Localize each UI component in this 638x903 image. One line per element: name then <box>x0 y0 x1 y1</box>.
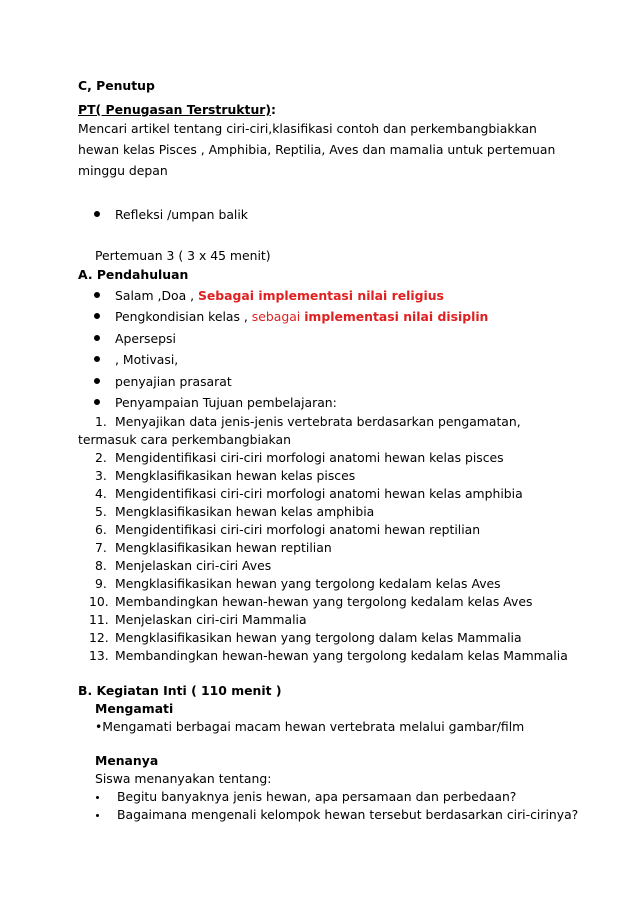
list-number: 8. <box>95 558 107 573</box>
pt-heading <box>78 101 276 118</box>
list-item: Membandingkan hewan-hewan yang tergolong kedalam kelas Mammalia <box>115 648 568 663</box>
list-item: Mengklasifikasikan hewan yang tergolong kedalam kelas Aves <box>115 576 501 591</box>
list-number: 3. <box>95 468 107 483</box>
pengkondisian-emphasis: implementasi nilai disiplin <box>304 309 489 324</box>
section-heading-penutup: C, Penutup <box>78 78 155 93</box>
bullet-icon <box>94 356 100 362</box>
pt-line-1: Mencari artikel tentang ciri-ciri,klasifikasi contoh dan perkembangbiakkan <box>78 121 537 136</box>
section-heading-pendahuluan: A. Pendahuluan <box>78 267 189 282</box>
pt-colon: : <box>271 102 277 117</box>
list-item: Menjelaskan ciri-ciri Aves <box>115 558 272 573</box>
section-heading-kegiatan-inti: B. Kegiatan Inti ( 110 menit ) <box>78 683 282 698</box>
list-number: 13. <box>89 648 109 663</box>
list-item: Mengklasifikasikan hewan yang tergolong dalam kelas Mammalia <box>115 630 522 645</box>
refleksi-item: Refleksi /umpan balik <box>115 207 248 222</box>
mengamati-title: Mengamati <box>95 701 174 716</box>
item-tujuan: Penyampaian Tujuan pembelajaran: <box>115 395 337 410</box>
list-item: Mengidentifikasi ciri-ciri morfologi anatomi hewan reptilian <box>115 522 481 537</box>
list-number: 7. <box>95 540 107 555</box>
bullet-icon <box>94 378 100 384</box>
mengamati-text: •Mengamati berbagai macam hewan vertebrata melalui gambar/film <box>95 719 525 734</box>
salam-text: Salam ,Doa , <box>115 288 198 303</box>
item-salam <box>115 287 444 304</box>
list-number: 4. <box>95 486 107 501</box>
item-pengkondisian <box>115 308 488 325</box>
menanya-intro: Siswa menanyakan tentang: <box>95 771 272 786</box>
pt-line-3: minggu depan <box>78 163 168 178</box>
bullet-icon <box>94 292 100 298</box>
item-apersepsi: Apersepsi <box>115 331 176 346</box>
pt-line-2: hewan kelas Pisces , Amphibia, Reptilia, Aves dan mamalia untuk pertemuan <box>78 142 556 157</box>
pengkondisian-text: Pengkondisian kelas , <box>115 309 252 324</box>
bullet-icon <box>94 313 100 319</box>
list-number: 10. <box>89 594 109 609</box>
list-item: Mengklasifikasikan hewan kelas pisces <box>115 468 356 483</box>
list-number: 12. <box>89 630 109 645</box>
list-item: Membandingkan hewan-hewan yang tergolong kedalam kelas Aves <box>115 594 533 609</box>
list-number: 6. <box>95 522 107 537</box>
bullet-icon <box>94 335 100 341</box>
list-item: Mengklasifikasikan hewan kelas amphibia <box>115 504 375 519</box>
bullet-icon <box>96 796 99 799</box>
pt-title: PT( Penugasan Terstruktur) <box>78 102 272 117</box>
list-number: 1. <box>95 414 107 429</box>
list-number: 5. <box>95 504 107 519</box>
pengkondisian-red-text: sebagai <box>251 309 305 324</box>
menanya-item: Begitu banyaknya jenis hewan, apa persamaan dan perbedaan? <box>117 789 517 804</box>
menanya-item: Bagaimana mengenali kelompok hewan tersebut berdasarkan ciri-cirinya? <box>117 807 579 822</box>
item-motivasi: , Motivasi, <box>115 352 179 367</box>
bullet-icon <box>94 399 100 405</box>
pertemuan-line: Pertemuan 3 ( 3 x 45 menit) <box>95 248 271 263</box>
list-number: 11. <box>89 612 109 627</box>
list-item-continuation: termasuk cara perkembangbiakan <box>78 432 291 447</box>
salam-emphasis: Sebagai implementasi nilai religius <box>197 288 444 303</box>
bullet-icon <box>94 211 100 217</box>
list-item: Mengidentifikasi ciri-ciri morfologi anatomi hewan kelas amphibia <box>115 486 523 501</box>
menanya-title: Menanya <box>95 753 159 768</box>
list-item: Mengklasifikasikan hewan reptilian <box>115 540 332 555</box>
bullet-icon <box>96 814 99 817</box>
list-item: Mengidentifikasi ciri-ciri morfologi anatomi hewan kelas pisces <box>115 450 504 465</box>
list-item: Menjelaskan ciri-ciri Mammalia <box>115 612 307 627</box>
list-number: 2. <box>95 450 107 465</box>
list-item: Menyajikan data jenis-jenis vertebrata berdasarkan pengamatan, <box>115 414 521 429</box>
list-number: 9. <box>95 576 107 591</box>
item-prasarat: penyajian prasarat <box>115 374 232 389</box>
